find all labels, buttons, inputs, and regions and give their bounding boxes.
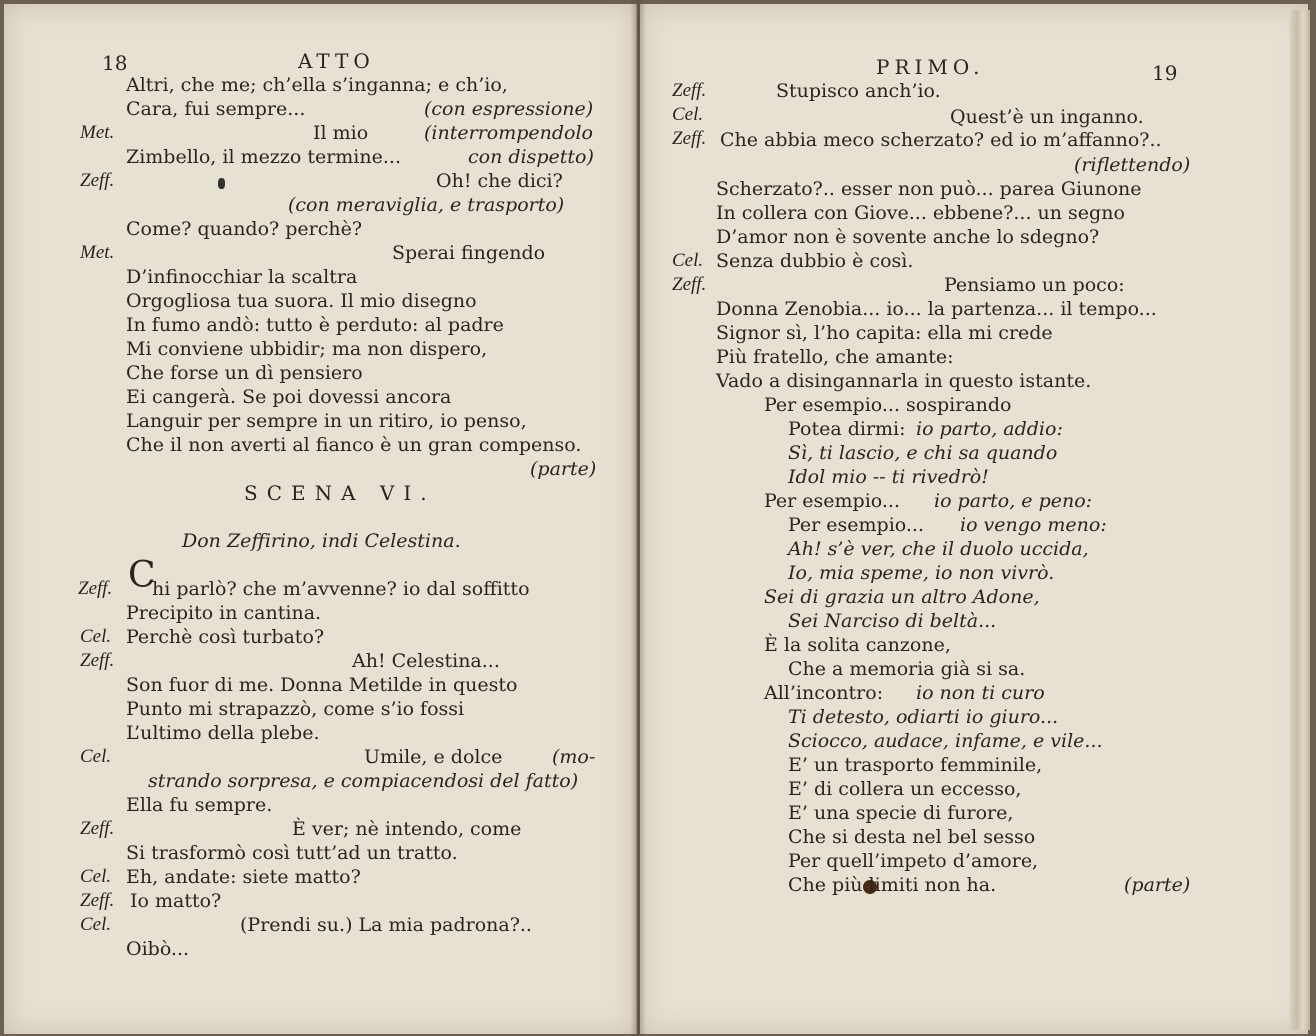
verse-line: In fumo andò: tutto è perduto: al padre	[126, 314, 504, 336]
stage-direction: (con espressione)	[424, 98, 594, 120]
verse-line: Per esempio... sospirando	[764, 394, 1012, 416]
verse-line: Perchè così turbato?	[126, 626, 325, 648]
verse-line: È ver; nè intendo, come	[292, 818, 522, 840]
book-gutter	[630, 0, 646, 1036]
speaker-label: Zeff.	[672, 80, 707, 101]
verse-line: Oh! che dici?	[436, 170, 563, 192]
speaker-label: Cel.	[80, 626, 112, 647]
verse-line-italic: Io, mia speme, io non vivrò.	[788, 562, 1055, 584]
verse-line: E’ una specie di furore,	[788, 802, 1014, 824]
verse-line: D’infinocchiar la scaltra	[126, 266, 358, 288]
verse-line-italic: Sciocco, audace, infame, e vile...	[788, 730, 1103, 752]
verse-line: Il mio	[313, 122, 369, 144]
verse-line: Mi conviene ubbidir; ma non dispero,	[126, 338, 488, 360]
speaker-label: Zeff.	[80, 890, 115, 911]
verse-line-italic: Sei di grazia un altro Adone,	[764, 586, 1040, 608]
stage-direction: (mo-	[552, 746, 596, 768]
speaker-label: Cel.	[80, 914, 112, 935]
verse-line: (Prendi su.) La mia padrona?..	[240, 914, 532, 936]
verse-line: Languir per sempre in un ritiro, io penso,	[126, 410, 527, 432]
verse-line: Che abbia meco scherzato? ed io m’affanno?..	[720, 129, 1162, 151]
speaker-label: Zeff.	[80, 818, 115, 839]
speaker-label: Zeff.	[672, 128, 707, 149]
verse-line: L’ultimo della plebe.	[126, 722, 320, 744]
drop-cap: C	[128, 555, 156, 596]
verse-line: Precipito in cantina.	[126, 602, 322, 624]
verse-line: Quest’è un inganno.	[950, 106, 1144, 128]
verse-line: D’amor non è sovente anche lo sdegno?	[716, 226, 1100, 248]
running-head: ATTO	[298, 49, 375, 73]
verse-line: Per quell’impeto d’amore,	[788, 850, 1039, 872]
stage-direction: strando sorpresa, e compiacendosi del fatto)	[148, 770, 579, 792]
page-number: 19	[1152, 61, 1178, 85]
speaker-label: Cel.	[80, 746, 112, 767]
verse-line: Umile, e dolce	[364, 746, 503, 768]
verse-line: Stupisco anch’io.	[776, 80, 941, 102]
verse-line: Ei cangerà. Se poi dovessi ancora	[126, 386, 452, 408]
verse-line-italic: Sei Narciso di beltà...	[788, 610, 997, 632]
verse-line: Che si desta nel bel sesso	[788, 826, 1036, 848]
verse-line-italic: Ti detesto, odiarti io giuro...	[788, 706, 1059, 728]
stage-direction: (riflettendo)	[1074, 154, 1191, 176]
verse-line: Si trasformò così tutt’ad un tratto.	[126, 842, 458, 864]
verse-line: Per esempio...	[788, 514, 925, 536]
verse-line: Cara, fui sempre...	[126, 98, 306, 120]
verse-line: Altri, che me; ch’ella s’inganna; e ch’io,	[126, 74, 508, 96]
verse-line: Senza dubbio è così.	[716, 250, 914, 272]
verse-line: Scherzato?.. esser non può... parea Giunone	[716, 178, 1142, 200]
verse-line: Che forse un dì pensiero	[126, 362, 363, 384]
ink-blot	[218, 178, 225, 189]
scene-title: SCENA VI.	[244, 481, 436, 505]
verse-line: Eh, andate: siete matto?	[126, 866, 361, 888]
stage-direction: (parte)	[1124, 874, 1191, 896]
verse-line: Che il non averti al fianco è un gran compenso.	[126, 434, 582, 456]
speaker-label: Zeff.	[80, 170, 115, 191]
verse-line: Più fratello, che amante:	[716, 346, 954, 368]
verse-line: Ah! Celestina...	[352, 650, 500, 672]
speaker-label: Cel.	[80, 866, 112, 887]
stage-direction: (parte)	[530, 458, 597, 480]
page-edges	[1290, 10, 1310, 1030]
verse-line: hi parlò? che m’avvenne? io dal soffitto	[152, 578, 530, 600]
speaker-label: Zeff.	[80, 650, 115, 671]
verse-line: Orgogliosa tua suora. Il mio disegno	[126, 290, 477, 312]
page-number: 18	[102, 51, 128, 75]
verse-line: E’ un trasporto femminile,	[788, 754, 1043, 776]
verse-line: Zimbello, il mezzo termine...	[126, 146, 401, 168]
stage-direction: con dispetto)	[468, 146, 594, 168]
verse-line-italic: Idol mio -- ti rivedrò!	[788, 466, 989, 488]
verse-line-italic: io non ti curo	[916, 682, 1045, 704]
speaker-label: Zeff.	[672, 274, 707, 295]
verse-line-italic: io parto, addio:	[916, 418, 1063, 440]
verse-line: Come? quando? perchè?	[126, 218, 363, 240]
stage-direction: (con meraviglia, e trasporto)	[288, 194, 565, 216]
verse-line-italic: Ah! s’è ver, che il duolo uccida,	[788, 538, 1089, 560]
running-head: PRIMO.	[876, 55, 985, 79]
verse-line: Ella fu sempre.	[126, 794, 273, 816]
verse-line: All’incontro:	[764, 682, 884, 704]
verse-line: Potea dirmi:	[788, 418, 906, 440]
verse-line: E’ di collera un eccesso,	[788, 778, 1022, 800]
verse-line: In collera con Giove... ebbene?... un segno	[716, 202, 1125, 224]
verse-line-italic: io parto, e peno:	[934, 490, 1093, 512]
verse-line: Punto mi strapazzò, come s’io fossi	[126, 698, 465, 720]
verse-line: Sperai fingendo	[392, 242, 546, 264]
verse-line-italic: Sì, ti lascio, e chi sa quando	[788, 442, 1058, 464]
verse-line: Che a memoria già si sa.	[788, 658, 1026, 680]
speaker-label: Met.	[80, 242, 115, 263]
verse-line: È la solita canzone,	[764, 634, 951, 656]
scene-persons: Don Zeffirino, indi Celestina.	[182, 530, 461, 552]
verse-line: Che più limiti non ha.	[788, 874, 997, 896]
verse-line: Vado a disingannarla in questo istante.	[716, 370, 1092, 392]
stage-direction: (interrompendolo	[424, 122, 593, 144]
verse-line: Son fuor di me. Donna Metilde in questo	[126, 674, 518, 696]
verse-line: Oibò...	[126, 938, 190, 960]
verse-line-italic: io vengo meno:	[960, 514, 1107, 536]
verse-line: Per esempio...	[764, 490, 901, 512]
verse-line: Donna Zenobia... io... la partenza... il tempo...	[716, 298, 1157, 320]
speaker-label: Cel.	[672, 104, 704, 125]
verse-line: Signor sì, l’ho capita: ella mi crede	[716, 322, 1053, 344]
verse-line: Pensiamo un poco:	[944, 274, 1125, 296]
speaker-label: Met.	[80, 122, 115, 143]
speaker-label: Zeff.	[78, 578, 113, 599]
speaker-label: Cel.	[672, 250, 704, 271]
verse-line: Io matto?	[130, 890, 222, 912]
